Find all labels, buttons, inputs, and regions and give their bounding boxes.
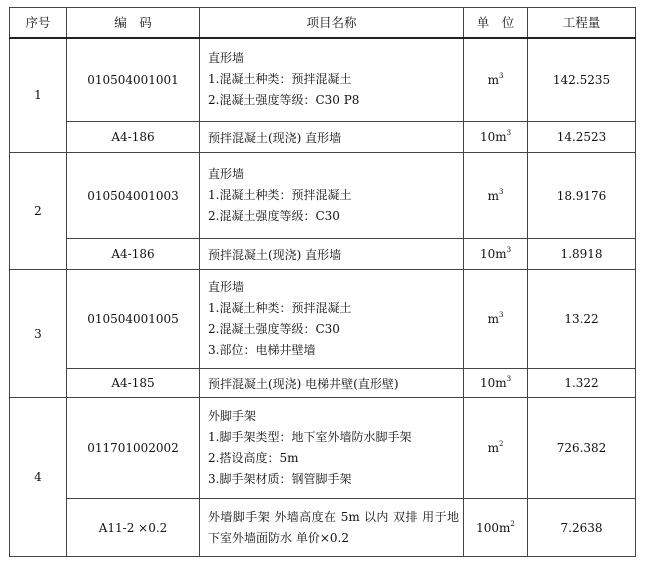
unit-cell <box>464 369 528 398</box>
name-line: 2.混凝土强度等级：C30 <box>208 209 340 223</box>
table-row <box>10 270 636 369</box>
unit-cell <box>464 499 528 557</box>
header-unit: 单 位 <box>464 8 528 38</box>
unit-base: 10m <box>479 130 507 144</box>
seq-cell: 4 <box>10 398 67 557</box>
table-row <box>10 153 636 239</box>
unit-base: 100m <box>476 520 511 535</box>
code-cell: 010504001005 <box>67 270 200 369</box>
qty-cell: 13.22 <box>528 270 636 369</box>
header-qty: 工程量 <box>528 8 636 38</box>
unit-base: 10m <box>479 247 507 261</box>
name-line: 2.搭设高度：5m <box>208 451 299 465</box>
header-name: 项目名称 <box>200 8 464 38</box>
unit-exponent: 3 <box>498 187 504 196</box>
unit-exponent: 3 <box>506 375 512 383</box>
unit-base: m <box>487 312 499 326</box>
unit-exponent: 3 <box>498 71 504 80</box>
seq-cell: 1 <box>10 38 67 153</box>
unit-cell <box>464 270 528 369</box>
name-line: 2.混凝土强度等级：C30 P8 <box>208 93 360 108</box>
name-line: 3.部位：电梯井壁墙 <box>208 343 316 357</box>
code-cell: 010504001003 <box>67 153 200 239</box>
qty-cell: 1.8918 <box>528 239 636 270</box>
table-row <box>10 369 636 398</box>
unit-exponent: 2 <box>510 519 515 528</box>
item-name-cell <box>200 398 464 499</box>
seq-cell: 2 <box>10 153 67 270</box>
quantity-table <box>9 7 636 557</box>
qty-cell: 1.322 <box>528 369 636 398</box>
name-line: 1.脚手架类型：地下室外墙防水脚手架 <box>208 430 412 444</box>
name-line: 2.混凝土强度等级：C30 <box>208 322 340 336</box>
qty-cell: 142.5235 <box>528 38 636 122</box>
name-line: 直形墙 <box>208 51 245 66</box>
unit-cell <box>464 153 528 239</box>
item-name-cell <box>200 38 464 122</box>
code-cell: A4-185 <box>67 369 200 398</box>
qty-cell: 7.2638 <box>528 499 636 557</box>
unit-cell <box>464 38 528 122</box>
code-cell: 010504001001 <box>67 38 200 122</box>
table-row <box>10 239 636 270</box>
table-row <box>10 499 636 557</box>
qty-cell: 18.9176 <box>528 153 636 239</box>
unit-exponent: 2 <box>498 440 504 448</box>
code-cell: 011701002002 <box>67 398 200 499</box>
unit-exponent: 3 <box>498 311 504 319</box>
item-name-cell: 预拌混凝土(现浇) 电梯井壁(直形壁) <box>200 369 464 398</box>
name-line: 3.脚手架材质：钢管脚手架 <box>208 472 352 486</box>
qty-cell: 726.382 <box>528 398 636 499</box>
item-name-cell: 预拌混凝土(现浇) 直形墙 <box>200 239 464 270</box>
item-name-cell: 外墙脚手架 外墙高度在 5m 以内 双排 用于地下室外墙面防水 单价×0.2 <box>200 499 464 557</box>
header-row <box>10 8 636 38</box>
code-cell: A4-186 <box>67 122 200 153</box>
code-cell: A4-186 <box>67 239 200 270</box>
table-row <box>10 38 636 122</box>
name-line: 直形墙 <box>208 167 245 181</box>
unit-cell <box>464 122 528 153</box>
unit-base: m <box>487 72 499 87</box>
unit-base: 10m <box>479 376 507 390</box>
name-line: 直形墙 <box>208 280 245 294</box>
header-seq: 序号 <box>10 8 67 38</box>
unit-cell <box>464 239 528 270</box>
unit-base: m <box>487 441 499 455</box>
item-name-cell <box>200 153 464 239</box>
unit-cell <box>464 398 528 499</box>
unit-exponent: 3 <box>506 129 512 137</box>
header-code: 编 码 <box>67 8 200 38</box>
name-line: 1.混凝土种类：预拌混凝土 <box>208 301 352 315</box>
qty-cell: 14.2523 <box>528 122 636 153</box>
name-line: 1.混凝土种类：预拌混凝土 <box>208 188 352 202</box>
unit-base: m <box>487 188 499 203</box>
name-line: 外脚手架 <box>208 409 257 423</box>
item-name-cell: 预拌混凝土(现浇) 直形墙 <box>200 122 464 153</box>
name-line: 1.混凝土种类：预拌混凝土 <box>208 72 352 87</box>
table-row <box>10 122 636 153</box>
seq-cell: 3 <box>10 270 67 398</box>
code-cell: A11-2 ×0.2 <box>67 499 200 557</box>
unit-exponent: 3 <box>506 246 512 254</box>
item-name-cell <box>200 270 464 369</box>
table-row <box>10 398 636 499</box>
